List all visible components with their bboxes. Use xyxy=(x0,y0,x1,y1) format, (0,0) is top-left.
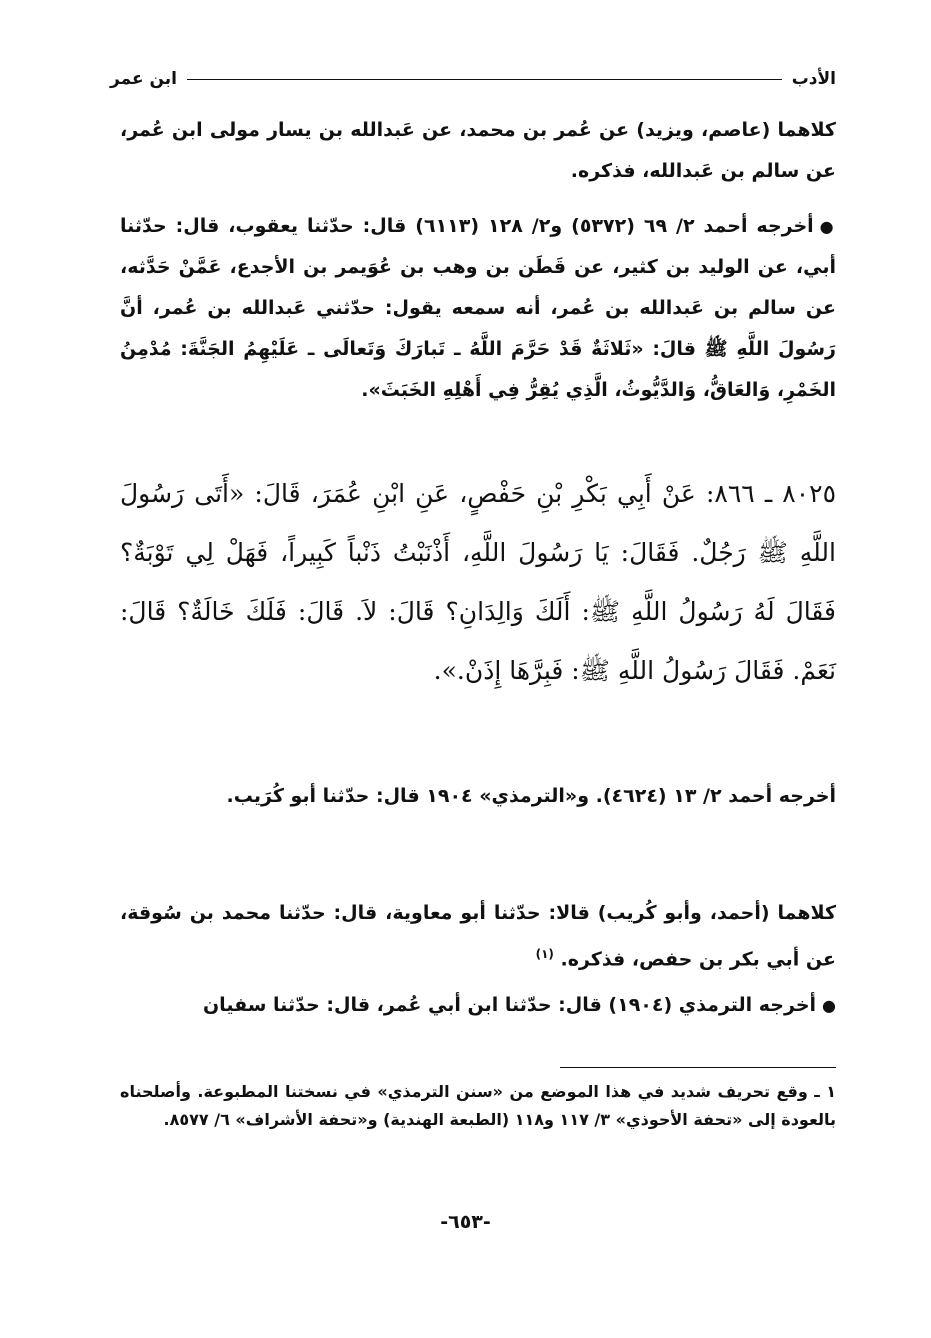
footnote-mark: (١) xyxy=(535,947,554,961)
footnote-divider xyxy=(560,1067,836,1068)
takhrij-paragraph-1: ●أخرجه أحمد ٢/ ٦٩ (٥٣٧٢) و٢/ ١٢٨ (٦١١٣) قال: حدّثنا يعقوب، قال: حدّثنا أبي، عن الوليد بن كثير، عن قَطَن بن وهب بن عُوَيمر بن الأجدع، عَمَّنْ حَدَّثه، عن سالم بن عَبدالله بن عُمر، أنه سمعه يقول: حدّثني عَبدالله بن عُمر، أنَّ رَسُولَ اللَّهِ ﷺ قالَ: «ثَلاثَةٌ قَدْ حَرَّمَ اللَّهُ ـ تَبارَكَ وَتَعالَى ـ عَلَيْهِمُ الجَنَّةَ: مُدْمِنُ الخَمْرِ، وَالعَاقُّ، وَالدَّيُّوثُ، الَّذِي يُقِرُّ فِي أَهْلِهِ الخَبَثَ». xyxy=(120,215,836,401)
running-header xyxy=(110,62,836,96)
bullet-icon: ● xyxy=(819,217,836,236)
bullet-icon: ● xyxy=(822,996,836,1015)
header-chapter: الأدب xyxy=(791,69,836,89)
footnote: ١ ـ وقع تحريف شديد في هذا الموضع من «سنن الترمذي» في نسختنا المطبوعة. وأصلحناه بالعودة إلى «تحفة الأحوذي» ٣/ ١١٧ و١١٨ (الطبعة الهندية) و«تحفة الأشراف» ٦/ ٨٥٧٧. xyxy=(120,1082,836,1129)
header-rule xyxy=(187,79,782,80)
header-section: ابن عمر xyxy=(110,69,178,89)
both-paragraph: كلاهما (أحمد، وأبو كُريب) قالا: حدّثنا أبو معاوية، قال: حدّثنا محمد بن سُوقة، عن أبي بكر بن حفص، فذكره. $^{(١)}$ xyxy=(120,902,836,971)
hadith-text: ٨٠٢٥ ـ ٨٦٦: عَنْ أَبِي بَكْرِ بْنِ حَفْصٍ، عَنِ ابْنِ عُمَرَ، قَالَ: «أَتَى رَسُولَ اللَّهِ ﷺ رَجُلٌ. فَقَالَ: يَا رَسُولَ اللَّهِ، أَذْنَبْتُ ذَنْباً كَبِيراً، فَهَلْ لِي تَوْبَةٌ؟ فَقَالَ لَهُ رَسُولُ اللَّهِ ﷺ: أَلَكَ وَالِدَانِ؟ قَالَ: لاَ. قَالَ: فَلَكَ خَالَةٌ؟ قَالَ: نَعَمْ. فَقَالَ رَسُولُ اللَّهِ ﷺ: فَبِرَّهَا إِذَنْ.». xyxy=(120,479,837,685)
intro-paragraph: كلاهما (عاصم، ويزيد) عن عُمر بن محمد، عن عَبدالله بن يسار مولى ابن عُمر، عن سالم بن عَبدالله، فذكره. xyxy=(120,119,836,182)
takhrij-paragraph-3: ●أخرجه الترمذي (١٩٠٤) قال: حدّثنا ابن أبي عُمر، قال: حدّثنا سفيان xyxy=(202,994,836,1016)
takhrij-paragraph-2: أخرجه أحمد ٢/ ١٣ (٤٦٢٤). و«الترمذي» ١٩٠٤ قال: حدّثنا أبو كُرَيب. xyxy=(226,785,836,807)
page-number: -٦٥٣- xyxy=(440,1211,491,1233)
